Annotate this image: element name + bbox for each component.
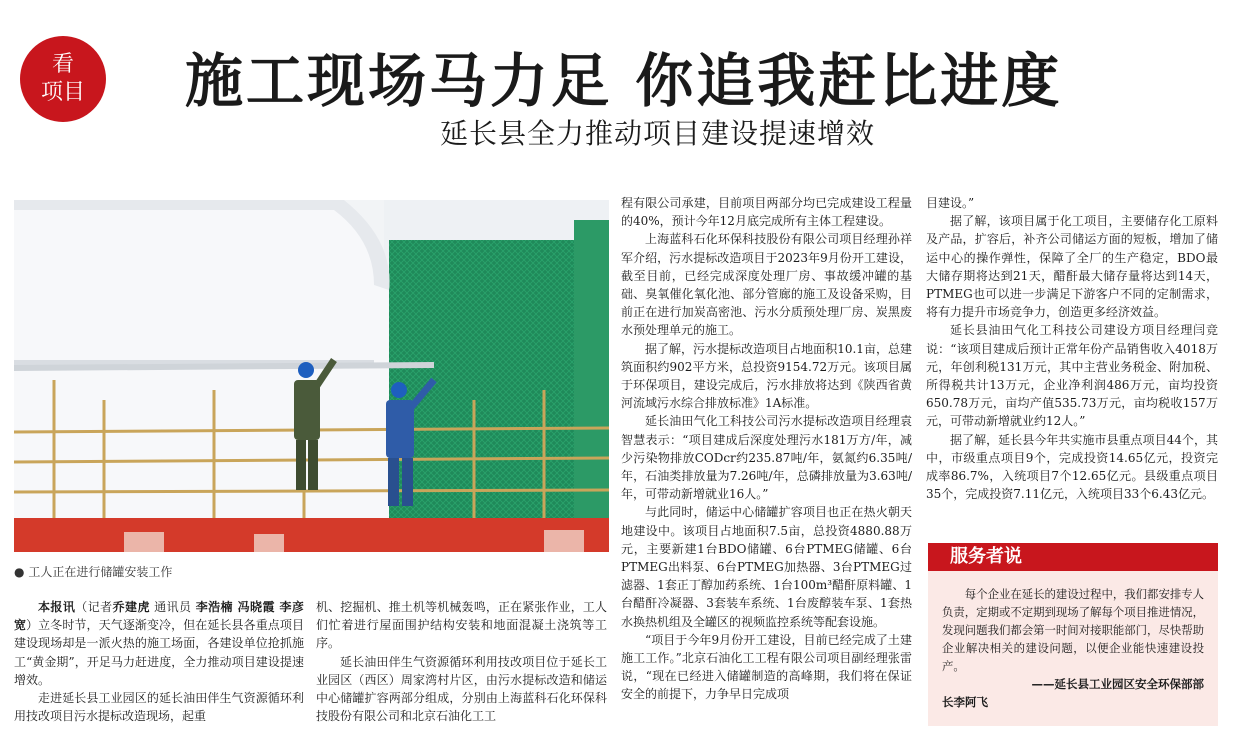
paragraph: “项目于今年9月份开工建设，目前已经完成了土建施工工作。”北京石油化工工程有限公司项目副经理张雷说，“现在已经进入储罐制造的高峰期，我们将在保证安全的前提下，力争早日完成项 <box>621 632 912 702</box>
article-column-3 <box>621 194 912 704</box>
credit-role: 通讯员 <box>154 600 192 614</box>
photo-caption <box>14 563 609 580</box>
paragraph: 延长县油田气化工科技公司建设方项目经理闫竞说：“该项目建成后预计正常年份产品销售收入4018万元，年创利税131万元，其中主营业务税金、附加税、所得税共计13万元，企业净利润486万元，亩均投资650.78万元，亩均产值535.73万元，亩均税收157万元，可带动新增就业约12人。” <box>926 323 1218 429</box>
paragraph: 走进延长县工业园区的延长油田伴生气资源循环利用技改项目污水提标改造现场，起重 <box>14 691 304 724</box>
credit-open: （记者 <box>75 600 113 614</box>
bullet-icon: ● <box>14 565 25 579</box>
paragraph: 目建设。” <box>926 196 975 210</box>
dateline: 本报讯 <box>38 600 76 614</box>
badge-line1: 看 <box>51 52 74 77</box>
lead-text: ）立冬时节，天气逐渐变冷，但在延长县各重点项目建设现场却是一派火热的施工场面，各建设单位抢抓施工“黄金期”，开足马力赶进度，全力推动项目建设提速增效。 <box>14 618 304 687</box>
article-column-1 <box>14 598 304 725</box>
paragraph: 据了解，污水提标改造项目占地面积10.1亩，总建筑面积约902平方米，总投资9154.72万元。该项目属于环保项目，建设完成后，污水排放将达到《陕西省黄河流域污水综合排放标准》1A标准。 <box>621 341 912 411</box>
service-box <box>928 571 1218 726</box>
section-badge <box>20 36 106 122</box>
lead-paragraph <box>14 598 304 689</box>
construction-photo <box>14 200 609 552</box>
service-signature-cont: 长李阿飞 <box>942 695 988 709</box>
paragraph: 据了解，延长县今年共实施市县重点项目44个，其中，市级重点项目9个，完成投资14.65亿元，投资完成率86.7%，入统项目7个12.65亿元。县级重点项目35个，完成投资7.11亿元，入统项目33个6.43亿元。 <box>926 432 1218 502</box>
paragraph: 与此同时，储运中心储罐扩容项目也正在热火朝天地建设中。该项目占地面积7.5亩，总投资4880.88万元，主要新建1台BDO储罐、6台PTMEG储罐、6台PTMEG出料泵、6台PTMEG加热器、3台PTMEG过滤器、1套正丁醇加药系统、1台100m³醋酐原料罐、1台醋酐冷凝器、3套装车系统、1台废醇装车泵、1套热水换热机组及全罐区的视频监控系统等配套设施。 <box>621 505 912 629</box>
article-column-2 <box>316 598 607 725</box>
paragraph: 程有限公司承建，目前项目两部分均已完成建设工程量的40%，预计今年12月底完成所有主体工程建设。 <box>621 196 912 229</box>
badge-line2: 项目 <box>40 80 85 105</box>
article-column-4 <box>926 194 1218 503</box>
paragraph: 延长油田气化工科技公司污水提标改造项目经理袁智慧表示：“项目建成后深度处理污水181万方/年，减少污染物排放CODcr约235.87吨/年，氨氮约6.35吨/年，石油类排放量为7.26吨/年，总磷排放量为3.63吨/年，可带动新增就业16人。” <box>621 414 912 502</box>
headline: 施工现场马力足 你追我赶比进度 <box>185 47 1063 115</box>
paragraph: 上海蓝科石化环保科技股份有限公司项目经理孙祥军介绍，污水提标改造项目于2023年9月份开工建设，截至目前，已经完成深度处理厂房、事故缓冲罐的基础、臭氧催化氧化池、部分管廊的施工及设备采购，目前正在进行加炭高密池、污水分质预处理厂房、炭黑废水预处理单元的施工。 <box>621 232 912 338</box>
paragraph: 延长油田伴生气资源循环利用技改项目位于延长工业园区（西区）周家湾村片区，由污水提标改造和储运中心储罐扩容两部分组成，分别由上海蓝科石化环保科技股份有限公司和北京石油化工工 <box>316 654 607 724</box>
service-quote: 每个企业在延长的建设过程中，我们都安排专人负责，定期或不定期到现场了解每个项目推进情况，发现问题我们都会第一时间对接职能部门，尽快帮助企业解决相关的建设问题，以便企业能快速建设投产。 <box>942 587 1205 673</box>
paragraph: 机、挖掘机、推土机等机械轰鸣，正在紧张作业，工人们忙着进行屋面围护结构安装和地面混凝土浇筑等工序。 <box>316 600 607 651</box>
service-box-title: 服务者说 <box>928 543 1218 571</box>
subheadline: 延长县全力推动项目建设提速增效 <box>440 117 876 150</box>
caption-text: 工人正在进行储罐安装工作 <box>28 565 173 579</box>
reporter-name: 乔建虎 <box>112 600 150 614</box>
service-signature: ——延长县工业园区安全环保部部 <box>1031 677 1204 691</box>
paragraph: 据了解，该项目属于化工项目，主要储存化工原料及产品，扩容后，补齐公司储运方面的短板，增加了储运中心的操作弹性，保障了全厂的生产稳定，BDO最大储存期将达到21天，醋酐最大储存量将达到14天，PTMEG也可以进一步满足下游客户不同的定制需求，将有力提升市场竞争力，创造更多经济效益。 <box>926 214 1218 320</box>
correspondent-names: 李浩楠 冯晓霞 李彦宽 <box>14 600 304 633</box>
